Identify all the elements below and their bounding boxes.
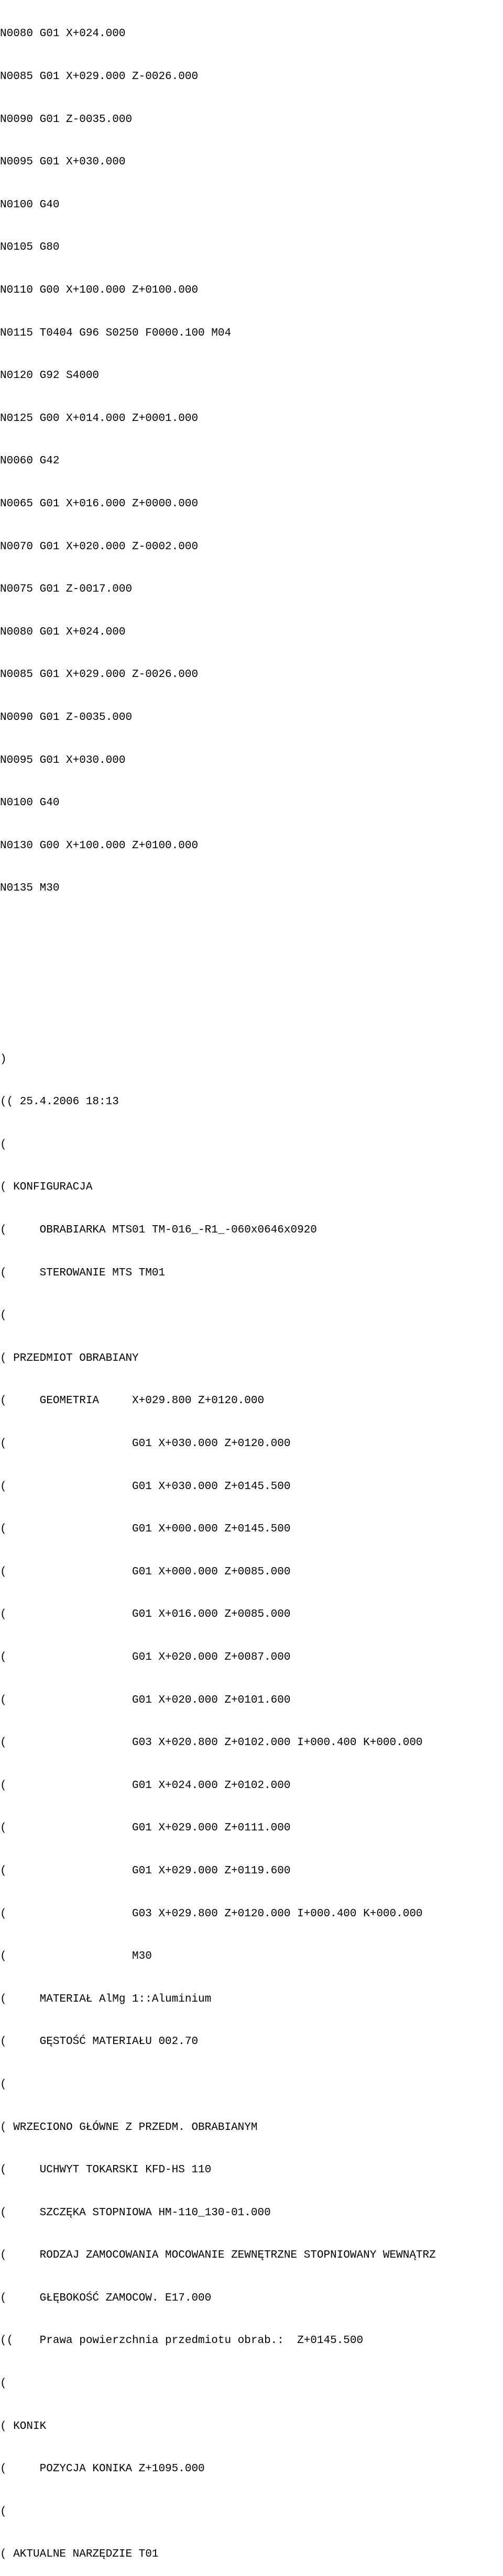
program-line: N0070 G01 X+020.000 Z-0002.000 (0, 540, 199, 553)
comment-line: ( GĘSTOŚĆ MATERIAŁU 002.70 (0, 2036, 199, 2048)
program-line: N0105 G80 (0, 241, 60, 254)
program-line: N0075 G01 Z-0017.000 (0, 583, 133, 596)
comment-line: ( G01 X+029.000 Z+0111.000 (0, 1822, 291, 1835)
comment-line: ( (0, 2505, 7, 2518)
comment-section-heading: ( KONFIGURACJA (0, 1181, 93, 1194)
comment-line: ( RODZAJ ZAMOCOWANIA MOCOWANIE ZEWNĘTRZNE STOPNIOWANY WEWNĄTRZ (0, 2249, 436, 2262)
program-line: N0095 G01 X+030.000 (0, 156, 126, 169)
program-line: N0100 G40 (0, 198, 60, 211)
comment-line: ( (0, 1138, 7, 1151)
program-line: N0135 M30 (0, 882, 60, 895)
program-line: N0125 G00 X+014.000 Z+0001.000 (0, 412, 199, 425)
comment-timestamp-line: (( 25.4.2006 18:13 (0, 1096, 119, 1108)
comment-line: (( Prawa powierzchnia przedmiotu obrab.: Z+0145.500 (0, 2335, 364, 2347)
comment-line: ( (0, 2378, 7, 2390)
comment-line: ( G01 X+020.000 Z+0087.000 (0, 1651, 291, 1663)
comment-section-heading: ( WRZECIONO GŁÓWNE Z PRZEDM. OBRABIANYM (0, 2121, 258, 2134)
comment-line: ( G01 X+020.000 Z+0101.600 (0, 1694, 291, 1706)
comment-line: ( STEROWANIE MTS TM01 (0, 1267, 166, 1279)
comment-line: ( (0, 1309, 7, 1322)
comment-block-close: ) (0, 1053, 7, 1065)
comment-line: ( G01 X+030.000 Z+0145.500 (0, 1480, 291, 1493)
comment-section-heading: ( PRZEDMIOT OBRABIANY (0, 1352, 139, 1364)
comment-line: ( MATERIAŁ AlMg 1::Aluminium (0, 1993, 212, 2005)
comment-line: ( G01 X+024.000 Z+0102.000 (0, 1779, 291, 1792)
comment-line: ( G01 X+000.000 Z+0085.000 (0, 1565, 291, 1578)
program-line: N0060 G42 (0, 455, 60, 468)
comment-line: ( G01 X+016.000 Z+0085.000 (0, 1608, 291, 1621)
comment-line: ( M30 (0, 1950, 152, 1963)
comment-line: ( G01 X+000.000 Z+0145.500 (0, 1523, 291, 1536)
program-line: N0085 G01 X+029.000 Z-0026.000 (0, 669, 199, 681)
program-line: N0090 G01 Z-0035.000 (0, 711, 133, 724)
comment-line: ( G03 X+029.800 Z+0120.000 I+000.400 K+000.000 (0, 1907, 423, 1920)
program-line: N0110 G00 X+100.000 Z+0100.000 (0, 284, 199, 296)
comment-line: ( G01 X+029.000 Z+0119.600 (0, 1864, 291, 1877)
comment-line: ( POZYCJA KONIKA Z+1095.000 (0, 2463, 205, 2475)
comment-line: ( (0, 2078, 7, 2091)
blank-line (0, 924, 503, 938)
program-line: N0085 G01 X+029.000 Z-0026.000 (0, 71, 199, 83)
program-line: N0080 G01 X+024.000 (0, 626, 126, 638)
comment-line: ( OBRABIARKA MTS01 TM-016_-R1_-060x0646x0920 (0, 1224, 317, 1237)
comment-line: ( UCHWYT TOKARSKI KFD-HS 110 (0, 2164, 212, 2177)
comment-line: ( G01 X+030.000 Z+0120.000 (0, 1438, 291, 1450)
comment-section-heading: ( KONIK (0, 2420, 47, 2433)
program-line: N0100 G40 (0, 797, 60, 809)
blank-line (0, 1009, 503, 1024)
program-line: N0115 T0404 G96 S0250 F0000.100 M04 (0, 327, 232, 339)
program-line: N0065 G01 X+016.000 Z+0000.000 (0, 497, 199, 510)
program-line: N0090 G01 Z-0035.000 (0, 113, 133, 126)
blank-line (0, 967, 503, 981)
comment-line: ( SZCZĘKA STOPNIOWA HM-110_130-01.000 (0, 2206, 271, 2219)
comment-line: ( G03 X+020.800 Z+0102.000 I+000.400 K+000.000 (0, 1737, 423, 1749)
program-line: N0080 G01 X+024.000 (0, 28, 126, 40)
program-line: N0095 G01 X+030.000 (0, 754, 126, 767)
comment-section-heading: ( AKTUALNE NARZĘDZIE T01 (0, 2548, 159, 2561)
comment-line: ( GŁĘBOKOŚĆ ZAMOCOW. E17.000 (0, 2292, 212, 2304)
program-line: N0130 G00 X+100.000 Z+0100.000 (0, 839, 199, 852)
comment-line: ( GEOMETRIA X+029.800 Z+0120.000 (0, 1395, 265, 1407)
program-line: N0120 G92 S4000 (0, 370, 100, 382)
